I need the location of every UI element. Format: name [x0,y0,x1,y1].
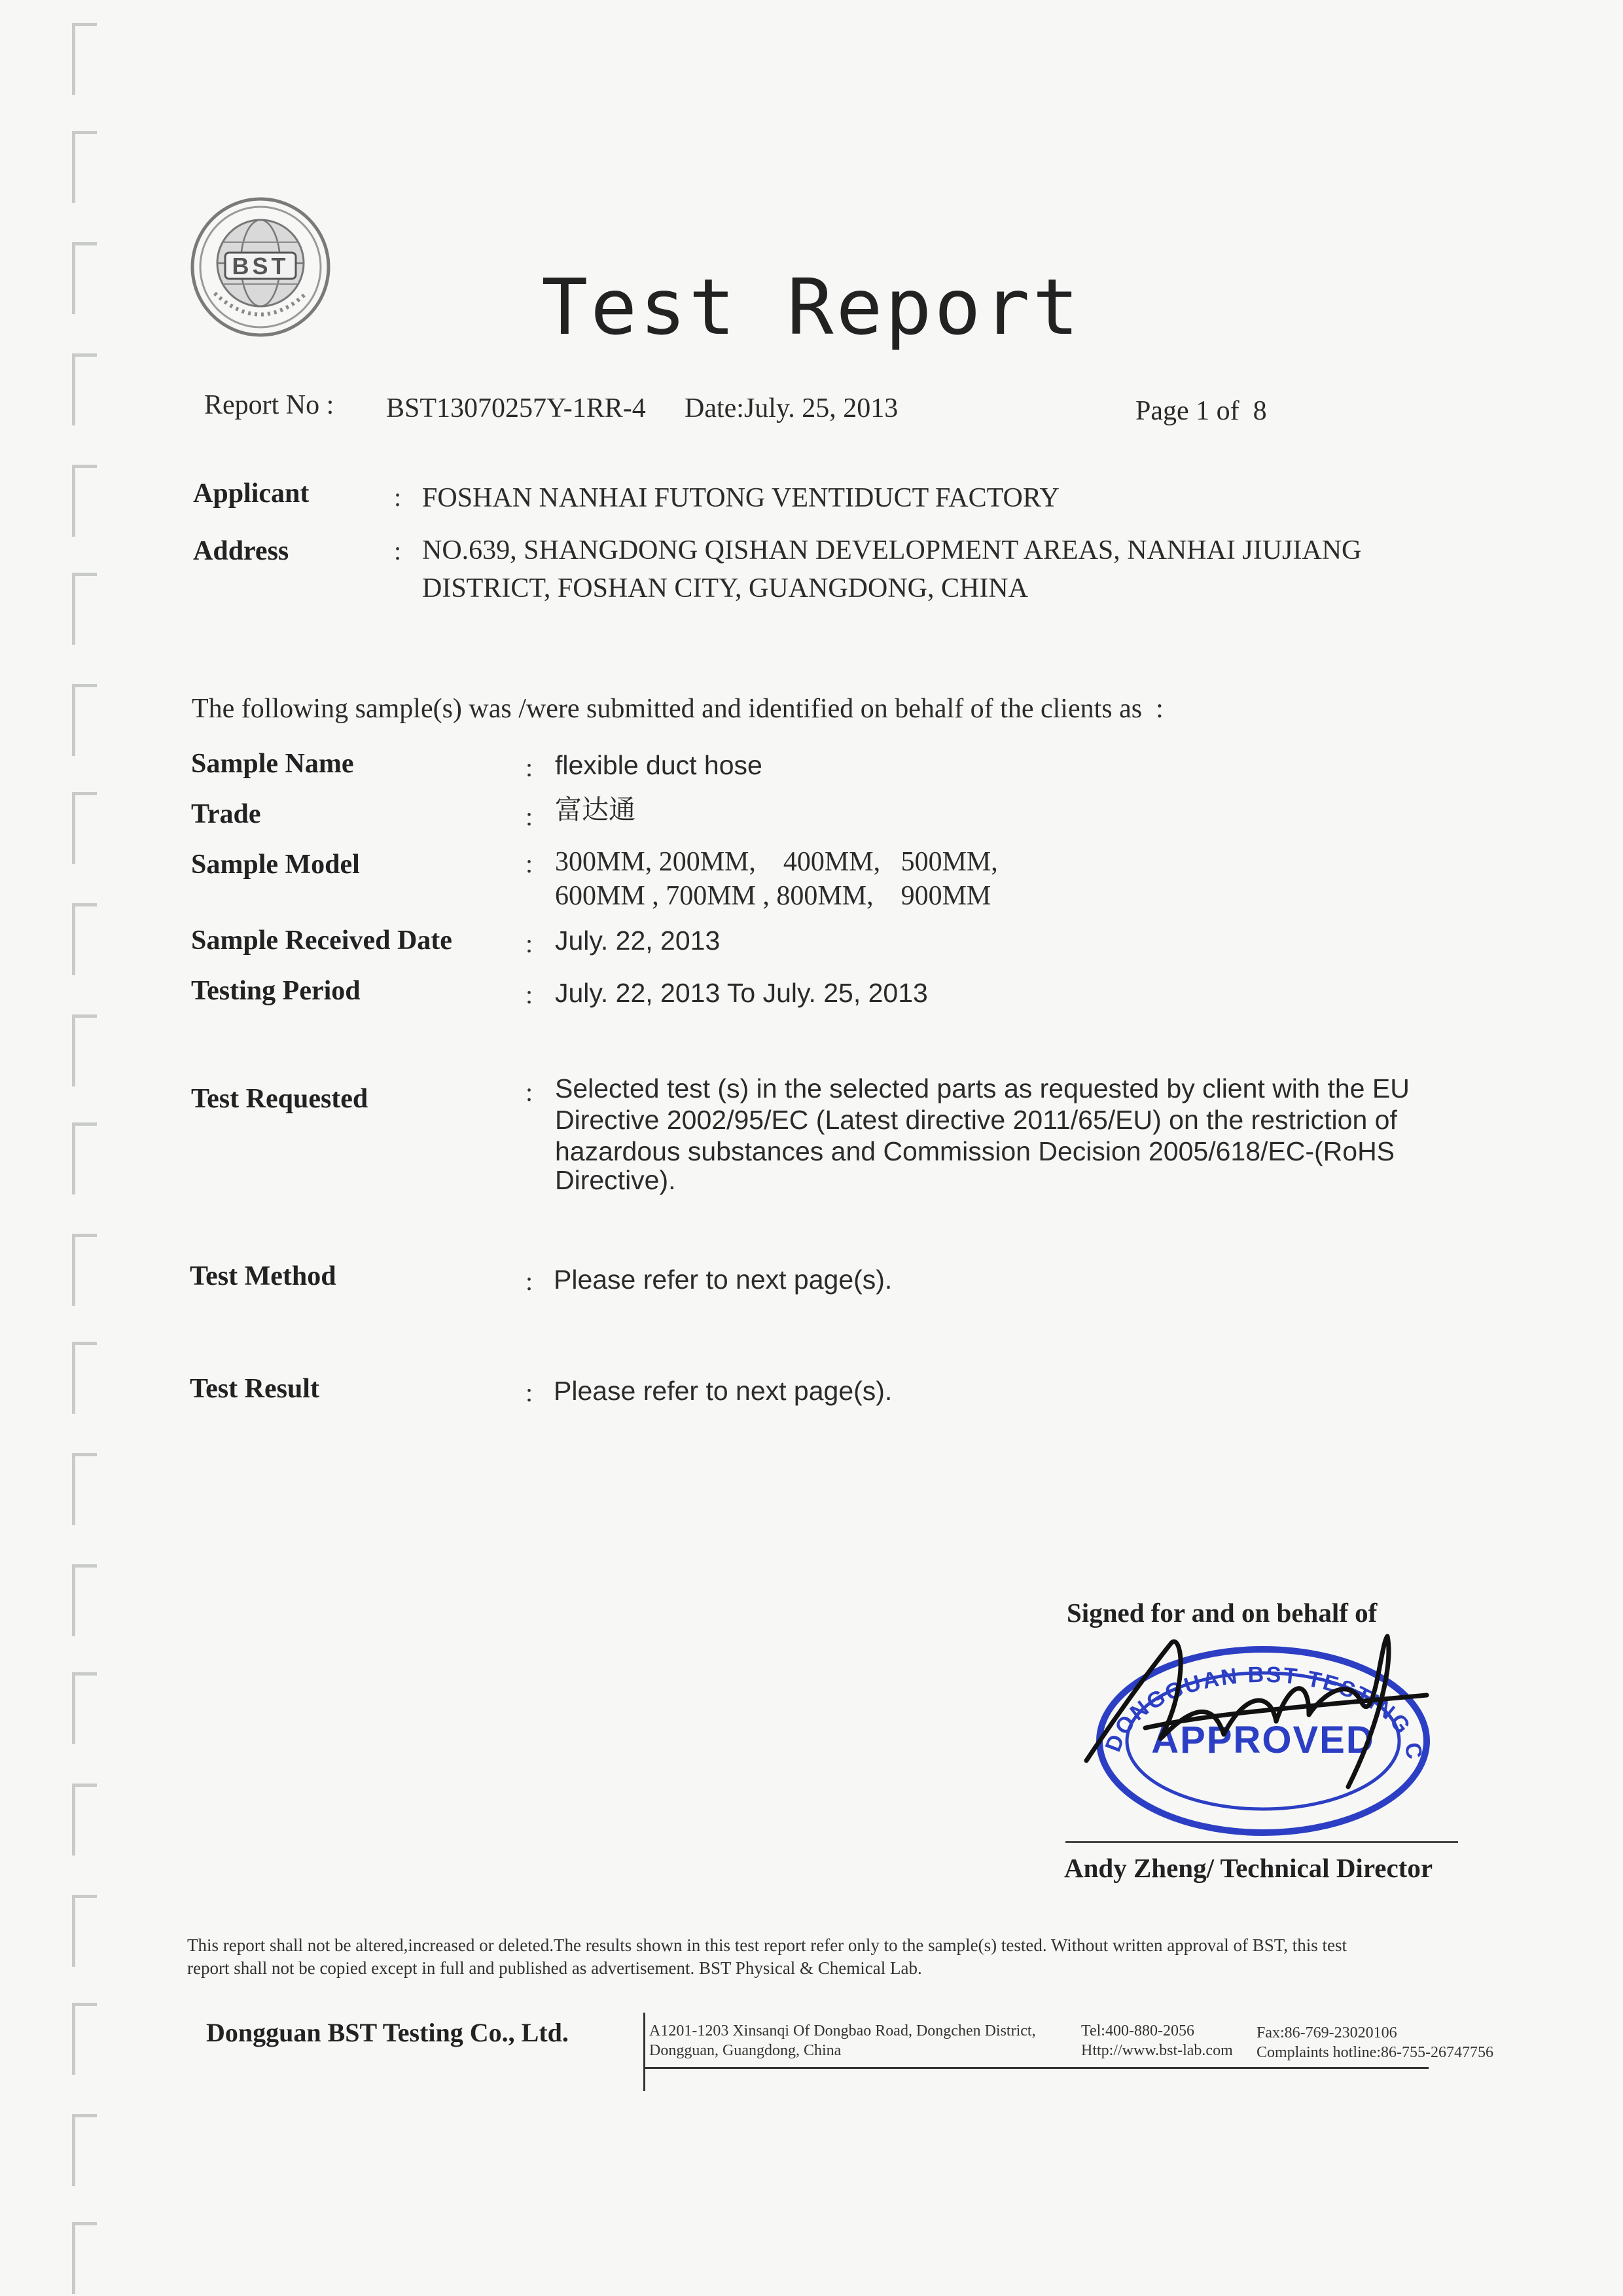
page-current: 1 [1196,396,1210,426]
footer-divider-vertical [643,2013,645,2091]
trade-label: Trade [191,799,261,829]
address-line-1: NO.639, SHANGDONG QISHAN DEVELOPMENT AREAS, NANHAI JIUJIANG [422,535,1362,565]
test-result-label: Test Result [190,1374,319,1404]
sample-name-label: Sample Name [191,749,354,779]
test-requested-line-4: Directive). [555,1165,676,1195]
test-requested-colon: : [526,1077,533,1107]
received-date-colon: : [526,929,533,958]
report-no-label: Report No : [204,390,334,420]
intro-sentence: The following sample(s) was /were submitted and identified on behalf of the clients as [192,694,1143,724]
binder-hole [72,2114,97,2186]
intro-colon: : [1156,694,1164,724]
signature-line [1065,1841,1458,1843]
sample-model-label: Sample Model [191,850,360,880]
test-method-value: Please refer to next page(s). [554,1265,893,1295]
sample-model-line-1: 300MM, 200MM, 400MM, 500MM, [555,847,998,877]
page-of: of [1216,396,1240,426]
sample-name-colon: : [526,753,533,782]
binder-hole [72,1342,97,1414]
page-label: Page [1135,396,1189,426]
test-requested-line-1: Selected test (s) in the selected parts as requested by client with the EU [555,1073,1410,1103]
trade-value: 富达通 [555,794,635,825]
test-requested-line-2: Directive 2002/95/EC (Latest directive 2011/65/EU) on the restriction of [555,1105,1397,1135]
applicant-colon: : [394,482,402,512]
test-method-label: Test Method [190,1261,336,1291]
test-result-value: Please refer to next page(s). [554,1376,893,1406]
report-number: BST13070257Y-1RR-4 [386,393,646,423]
testing-period-colon: : [526,980,533,1009]
handwritten-signature [1073,1617,1453,1806]
received-date-label: Sample Received Date [191,925,452,956]
binder-hole [72,1564,97,1636]
disclaimer-line-2: report shall not be copied except in full and published as advertisement. BST Physical & Chemical Lab. [187,1958,922,1978]
test-requested-label: Test Requested [191,1084,368,1114]
applicant-label: Applicant [193,478,310,509]
trade-colon: : [526,802,533,831]
logo-text: BST [232,253,289,279]
binder-hole [72,1122,97,1194]
sample-model-line-2: 600MM , 700MM , 800MM, 900MM [555,881,991,911]
footer-website: Http://www.bst-lab.com [1081,2042,1233,2059]
address-label: Address [193,536,289,566]
sample-name-value: flexible duct hose [555,750,762,780]
binder-hole [72,792,97,864]
test-requested-line-3: hazardous substances and Commission Decision 2005/618/EC-(RoHS [555,1136,1395,1166]
binder-hole [72,2003,97,2075]
page-indicator [1135,395,1267,427]
stamp-ring-text: DONGGUAN BST TESTING C [1100,1662,1427,1763]
testing-period-value: July. 22, 2013 To July. 25, 2013 [555,978,928,1008]
binder-hole [72,1453,97,1525]
binder-hole [72,465,97,537]
footer-address-line-1: A1201-1203 Xinsanqi Of Dongbao Road, Dongchen District, [649,2022,1036,2039]
page-title: Test Report [541,262,1082,352]
footer-complaints-hotline: Complaints hotline:86-755-26747756 [1257,2044,1493,2061]
binder-hole [72,1784,97,1856]
disclaimer-line-1: This report shall not be altered,increased or deleted.The results shown in this test report refer only to the sample(s) tested. Without written approval of BST, this test [187,1935,1347,1955]
applicant-value: FOSHAN NANHAI FUTONG VENTIDUCT FACTORY [422,483,1060,513]
address-line-2: DISTRICT, FOSHAN CITY, GUANGDONG, CHINA [422,573,1028,603]
binder-hole [72,1014,97,1086]
report-date: Date:July. 25, 2013 [685,393,899,423]
binder-hole [72,684,97,756]
binder-hole [72,131,97,203]
signature-icon [1073,1617,1453,1806]
footer-divider-horizontal [643,2067,1429,2069]
company-name: Dongguan BST Testing Co., Ltd. [206,2018,569,2047]
footer-address-line-2: Dongguan, Guangdong, China [649,2042,842,2059]
signed-on-behalf-heading: Signed for and on behalf of [1067,1598,1378,1628]
binder-hole [72,1895,97,1967]
binder-hole [72,23,97,95]
binder-hole [72,573,97,645]
binder-hole [72,353,97,425]
footer-fax: Fax:86-769-23020106 [1257,2024,1397,2041]
stamp-center-text: APPROVED [1151,1719,1375,1761]
test-result-colon: : [526,1378,533,1407]
intro-text [192,694,1164,724]
footer-tel: Tel:400-880-2056 [1081,2022,1194,2039]
page-total: 8 [1253,396,1267,426]
signatory-name: Andy Zheng/ Technical Director [1064,1853,1433,1883]
binder-hole [72,2222,97,2294]
sample-model-colon: : [526,849,533,878]
binder-hole [72,1672,97,1744]
address-colon: : [394,536,402,565]
testing-period-label: Testing Period [191,976,361,1006]
received-date-value: July. 22, 2013 [555,925,721,956]
binder-hole [72,1234,97,1306]
test-method-colon: : [526,1266,533,1296]
binder-hole [72,903,97,975]
